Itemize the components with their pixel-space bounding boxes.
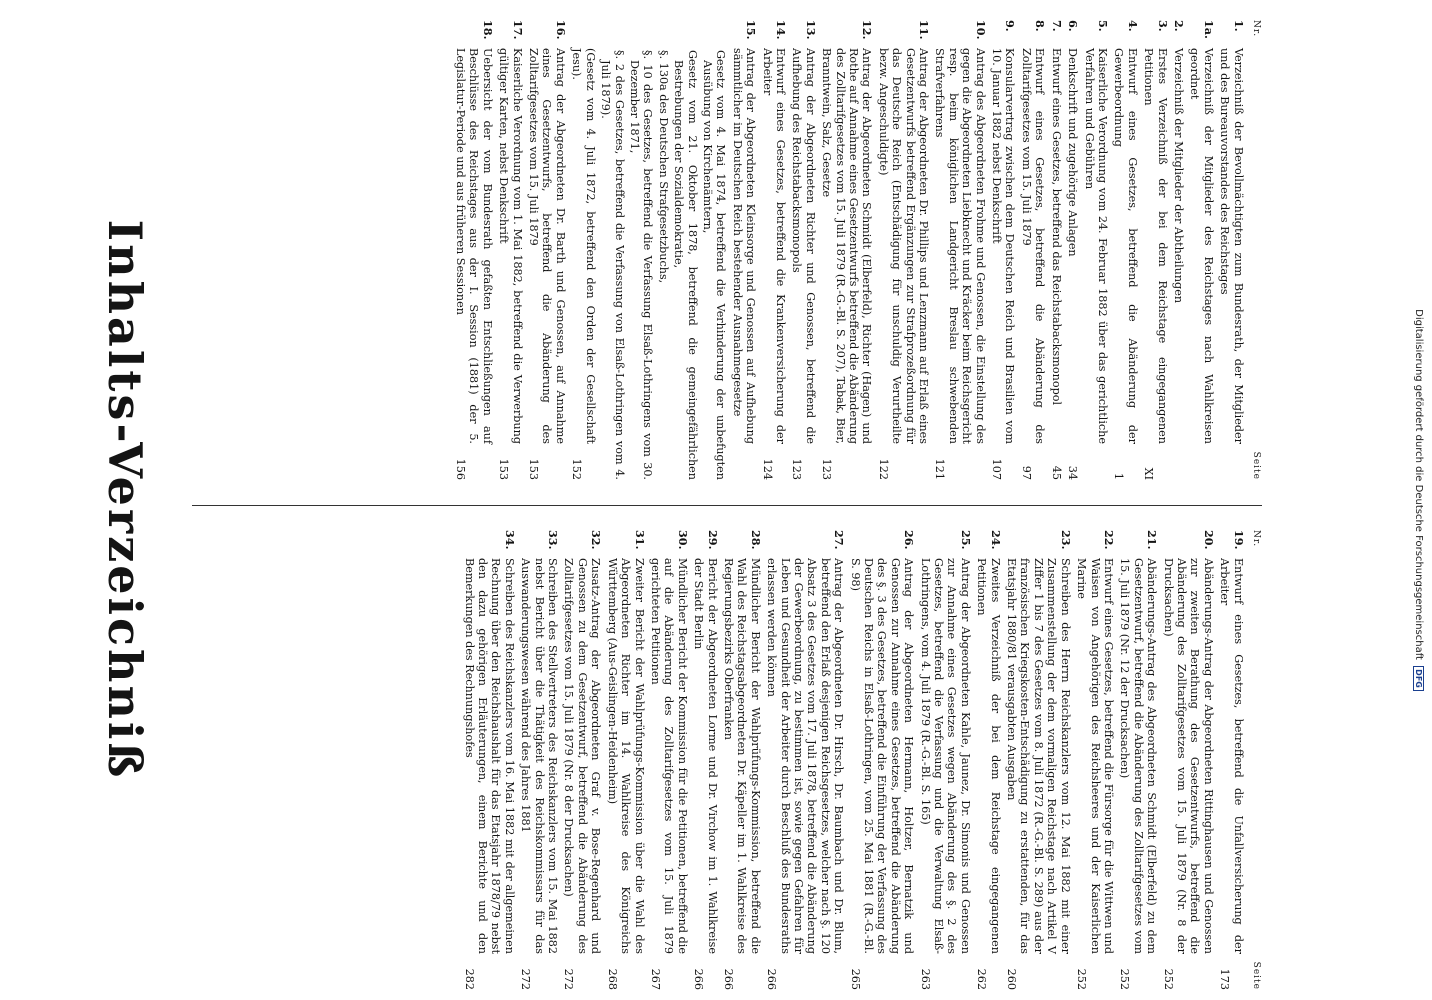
entry-number: 7. [1049, 20, 1064, 32]
entry-number: 6. [1066, 20, 1081, 32]
entry-title: Entwurf eines Gesetzes, betreffend die Krankenversicherung der Arbeiter [760, 48, 787, 444]
entry-title: Antrag der Abgeordneten Schmidt (Elberfeld), Richter (Hagen) und Rothe auf Annahme eines Gesetzentwurfs betreffend die Abänderung des Zolltarifgesetzes vom 15. Juli 1879 (R.-G.-Bl. S. 207), Tabak, Bier, Branntwein, Salz, Gesetze [820, 48, 874, 444]
toc-entry [1218, 530, 1245, 990]
toc-entry [722, 530, 762, 990]
toc-entry [1066, 20, 1079, 480]
entry-page: 252 [1161, 968, 1175, 990]
entry-number: 16. [553, 20, 568, 40]
right-column-header [1249, 530, 1262, 990]
entry-title: Uebersicht der vom Bundesrath gefaßten Entschließungen auf Beschlüsse des Reichstages aus der I. Session (1881) der 5. Legislatur-Periode und aus früheren Sessionen [454, 48, 494, 444]
entry-number: 20. [1201, 530, 1216, 550]
toc-subentry: §. 2 des Gesetzes, betreffend die Verfassung von Elsaß-Lothringen vom 4. Juli 1879). [599, 50, 626, 480]
column-divider [192, 505, 1262, 506]
entry-page: 97 [1019, 465, 1033, 480]
toc-entry [1049, 20, 1062, 480]
toc-entry [1188, 20, 1215, 480]
entry-number: 33. [546, 530, 561, 550]
toc-entry [1172, 20, 1185, 480]
entry-number: 30. [675, 530, 690, 550]
entry-title: Entwurf eines Gesetzes, betreffend die Abänderung des Zolltarifgesetzes vom 15. Juli 1879 [1019, 48, 1047, 444]
toc-entry [820, 20, 874, 480]
entry-page: 156 [454, 458, 468, 480]
entry-title: Antrag der Abgeordneten Dr. Phillips und Lenzmann auf Erlaß eines Gesetzentwurfs betreffend Ergänzungen zur Strafprozeßordnung für das Deutsche Reich (Entschädigung für unschuldig Verurtheilte bezw. Angeschuldigte) [876, 48, 931, 444]
entry-title: Denkschrift und zugehörige Anlagen [1066, 48, 1080, 257]
entry-number: 10. [973, 20, 988, 40]
left-column-header [1249, 20, 1262, 480]
entry-title: Kaiserliche Verordnung vom 24. Februar 1882 über das gerichtliche Verfahren und Gebühren [1082, 48, 1109, 444]
entry-page: 153 [497, 458, 511, 480]
entry-title: Zusatz-Antrag der Abgeordneten Graf v. Bose-Regenhard und Genossen zu dem Gesetzentwurf, betreffend die Abänderung des Zolltarifgesetzes vom 15. Juli 1879 (Nr. 8 der Drucksachen) [562, 558, 603, 954]
entry-number: 1. [1231, 20, 1246, 32]
left-entry-list [454, 20, 1245, 480]
right-entry-list [462, 530, 1244, 990]
entry-title: Antrag der Abgeordneten Richter und Genossen, betreffend die Aufhebung des Reichstabacksmonopols [790, 48, 817, 444]
entry-page: 152 [570, 458, 584, 480]
entry-number: 3. [1155, 20, 1170, 32]
toc-entry [918, 530, 972, 990]
entry-number: 28. [748, 530, 763, 550]
entry-page: 265 [848, 968, 862, 990]
entry-number: 29. [705, 530, 720, 550]
toc-entry [1142, 20, 1169, 480]
entry-page: XI [1142, 467, 1156, 480]
toc-entry [760, 20, 787, 480]
toc-entry [990, 20, 1017, 480]
page-title: Inhalts-Verzeichniß [98, 219, 152, 781]
entry-title: Zweites Verzeichniß der bei dem Reichstage eingegangenen Petitionen [975, 558, 1002, 954]
entry-page: 153 [527, 458, 541, 480]
entry-title: Bericht der Abgeordneten Lorme und Dr. Virchow im 1. Wahlkreise der Stadt Berlin [692, 558, 719, 954]
toc-subentry: §. 10 des Gesetzes, betreffend die Verfassung Elsaß-Lothringens vom 30. Dezember 1871, [627, 50, 655, 480]
entry-title: Entwurf eines Gesetzes, betreffend die Fürsorge für die Wittwen und Waisen von Angehörigen des Reichsheeres und der Kaiserlichen Marine [1075, 558, 1115, 954]
entry-page: 121 [933, 458, 947, 480]
entry-title: Verzeichniß der Mitglieder der Abtheilungen [1171, 48, 1185, 304]
entry-number: 15. [744, 20, 759, 40]
entry-number: 32. [589, 530, 604, 550]
left-column [172, 20, 1262, 480]
entry-title: Antrag der Abgeordneten Dr. Hirsch, Dr. Baumbach und Dr. Blum, betreffend den Erlaß desjenigen Reichsgesetzes, welcher nach §. 120 Absatz 3 des Gesetzes vom 17. Juli 1878, betreffend die Abänderung der Gewerbeordnung, zu bestimmen ist, sowie gegen Gefahren für Leben und Gesundheit der Arbeiter durch Beschluß des Bundesraths erlassen werden können [765, 558, 846, 954]
entry-number: 18. [480, 20, 495, 40]
entry-page: 272 [562, 968, 576, 990]
entry-number: 22. [1101, 530, 1116, 550]
entry-page: 266 [692, 968, 706, 990]
entry-title: Entwurf eines Gesetzes, betreffend das Reichstabacksmonopol [1049, 48, 1063, 406]
toc-entry [730, 20, 757, 480]
entry-number: 21. [1145, 530, 1160, 550]
entry-title: Verzeichniß der Mitglieder des Reichstages nach Wahlkreisen geordnet [1188, 48, 1215, 444]
entry-title: Verzeichniß der Bevollmächtigten zum Bundesrath, der Mitglieder und des Bureauvorstandes des Reichstages [1218, 48, 1245, 444]
toc-entry [1005, 530, 1072, 990]
entry-number: 11. [917, 20, 932, 40]
right-column [172, 530, 1262, 990]
toc-entry [649, 530, 689, 990]
toc-entry [527, 20, 567, 480]
entry-title: Antrag der Abgeordneten Kahle, Jaunez, Dr. Simonis und Genossen zur Annahme eines Gesetzes wegen Abänderung des §. 2 des Gesetzes, betreffend die Verfassung und die Verwaltung Elsaß-Lothringens, vom 4. Juli 1879 (R.-G.-Bl. S. 165) [918, 558, 972, 954]
toc-entry [570, 20, 597, 480]
entry-number: 9. [1003, 20, 1018, 32]
entry-page: 268 [605, 968, 619, 990]
entry-page: 272 [519, 968, 533, 990]
toc-entry [1082, 20, 1109, 480]
toc-entry [1161, 530, 1215, 990]
entry-page: 122 [876, 458, 890, 480]
number-header: Nr. [1251, 20, 1261, 38]
entry-page: 266 [765, 968, 779, 990]
toc-entry [1112, 20, 1139, 480]
entry-page: 252 [1075, 968, 1089, 990]
entry-title: Schreiben des Herrn Reichskanzlers vom 12. Mai 1882 mit einer Zusammenstellung der dem vormaligen Reichstage nach Artikel V Ziffer 1 bis 7 des Gesetzes vom 8. Juli 1872 (R.-G.-Bl. S. 289) aus der französischen Kriegskosten-Entschädigung zu erstattenden, für das Etatsjahr 1880/81 verausgabten Ausgaben [1005, 558, 1072, 954]
toc-subentry: Gesetz vom 21. Oktober 1878, betreffend die gemeingefährlichen Bestrebungen der Sozialdemokratie, [672, 50, 699, 480]
entry-page: 124 [760, 458, 774, 480]
footer-text: Digitalisierung gefördert durch die Deutsche Forschungsgemeinschaft [1413, 309, 1424, 660]
entry-page: 267 [648, 968, 662, 990]
entry-title: Erstes Verzeichniß der bei dem Reichstage eingegangenen Petitionen [1142, 48, 1169, 444]
entry-title: Konsularvertrag zwischen dem Deutschen Reich und Brasilien vom 10. Januar 1882 nebst Denkschrift [990, 48, 1017, 444]
entry-number: 4. [1125, 20, 1140, 32]
entry-page: 260 [1005, 968, 1019, 990]
entry-title: Antrag der Abgeordneten Hermann, Holtzer, Bernatzik und Genossen zur Annahme eines Gesetzes, betreffend die Abänderung des §. 3 des Gesetzes, betreffend die Einführung der Verfassung des Deutschen Reichs in Elsaß-Lothringen, vom 25. Mai 1881 (R.-G.-Bl. S. 98) [848, 558, 916, 954]
toc-entry [519, 530, 559, 990]
entry-number: 31. [632, 530, 647, 550]
entry-number: 26. [902, 530, 917, 550]
entry-number: 27. [832, 530, 847, 550]
entry-number: 24. [988, 530, 1003, 550]
entry-number: 1a. [1201, 20, 1216, 39]
entry-number: 2. [1171, 20, 1186, 32]
toc-entry [605, 530, 645, 990]
entry-page: 107 [990, 458, 1004, 480]
toc-entry [497, 20, 524, 480]
entry-title: (Gesetz vom 4. Juli 1872, betreffend den Orden der Gesellschaft Jesu). [570, 48, 597, 444]
dfg-logo: DFG [1413, 666, 1424, 691]
entry-title: Entwurf eines Gesetzes, betreffend die Abänderung der Gewerbeordnung [1112, 48, 1139, 444]
page-header: Seite [1251, 451, 1261, 480]
entry-number: 17. [510, 20, 525, 40]
entry-number: 25. [958, 530, 973, 550]
toc-entry [692, 530, 719, 990]
entry-title: Mündlicher Bericht der Wahlprüfungs-Kommission, betreffend die Wahl des Reichstagsabgeordneten Dr. Käpeller im 1. Wahlkreise des Regierungsbezirks Oberfranken [721, 558, 762, 954]
entry-number: 34. [502, 530, 517, 550]
entry-number: 8. [1033, 20, 1048, 32]
entry-page: 282 [462, 968, 476, 990]
page-header: Seite [1251, 961, 1261, 990]
entry-title: Antrag der Abgeordneten Dr. Barth und Genossen, auf Annahme eines Gesetzentwurfs, betreffend die Abänderung des Zolltarifgesetzes vom 15. Juli 1879 [527, 48, 567, 444]
entry-number: 12. [860, 20, 875, 40]
toc-entry [562, 530, 602, 990]
toc-entry [1118, 530, 1158, 990]
entry-page: 123 [790, 458, 804, 480]
entry-number: 14. [774, 20, 788, 40]
entry-page: 1 [1112, 472, 1126, 480]
entry-title: Mündlicher Bericht der Kommission für die Petitionen, betreffend die auf die Abänderung des Zolltarifgesetzes vom 15. Juli 1879 gerichteten Petitionen [648, 558, 689, 954]
entry-page: 34 [1066, 465, 1080, 480]
entry-page: 173 [1218, 968, 1232, 990]
entry-page: 262 [975, 968, 989, 990]
entry-number: 5. [1095, 20, 1110, 32]
entry-title: Schreiben des Stellvertreters des Reichskanzlers vom 15. Mai 1882 nebst Bericht über die Thätigkeit des Reichskommissars für das Auswanderungswesen während des Jahres 1881 [519, 558, 560, 954]
toc-entry [1020, 20, 1047, 480]
entry-page: 45 [1049, 465, 1063, 480]
toc-entry [765, 530, 845, 990]
entry-number: 13. [803, 20, 818, 40]
entry-number: 19. [1231, 530, 1246, 550]
number-header: Nr. [1251, 530, 1261, 548]
toc-subentry: Gesetz vom 4. Mai 1874, betreffend die Verhinderung der unbefugten Ausübung von Kirchenämtern, [700, 50, 728, 480]
entry-title: Entwurf eines Gesetzes, betreffend die Unfallversicherung der Arbeiter [1218, 558, 1245, 954]
toc-entry [462, 530, 516, 990]
entry-title: Schreiben des Reichskanzlers vom 16. Mai 1882 mit der allgemeinen Rechnung über den Reichshaushalt für das Etatsjahr 1878/79 nebst den dazu gehörigen Erläuterungen, einem Berichte und den Bemerkungen des Rechnungshofes [462, 558, 516, 954]
entry-title: Abänderungs-Antrag der Abgeordneten Rittinghausen und Genossen zur zweiten Berathung des Gesetzentwurfs, betreffend die Abänderung des Zolltarifgesetzes vom 15. Juli 1879 (Nr. 8 der Drucksachen) [1161, 558, 1215, 954]
toc-entry [848, 530, 915, 990]
toc-entry [1075, 530, 1115, 990]
toc-entry [790, 20, 817, 480]
toc-entry [454, 20, 494, 480]
toc-entry [876, 20, 930, 480]
toc-entry [1218, 20, 1245, 480]
toc-entry [975, 530, 1002, 990]
toc-entry [933, 20, 987, 480]
entry-page: 252 [1118, 968, 1132, 990]
toc-subentry: §. 130a des Deutschen Strafgesetzbuchs, [656, 50, 670, 284]
entry-title: Zweiter Bericht der Wahlprüfungs-Kommission über die Wahl des Abgeordneten Richter im 14. Wahlkreise des Königreichs Württemberg (Aus-Geislingen-Heidenheim) [605, 558, 646, 954]
entry-page: 263 [918, 968, 932, 990]
entry-number: 23. [1058, 530, 1073, 550]
entry-page: 123 [820, 458, 834, 480]
entry-title: Antrag des Abgeordneten Frohme und Genossen, die Einstellung des gegen die Abgeordneten Liebknecht und Kräcker beim Reichsgericht resp. beim königlichen Landgericht Breslau schwebenden Strafverfahrens [933, 48, 987, 444]
digitization-footer [1413, 0, 1424, 1000]
entry-page: 266 [721, 968, 735, 990]
entry-title: Kaiserliche Verordnung vom 1. Mai 1882, betreffend die Verwerbung gültiger Karten, nebst Denkschrift [497, 48, 524, 444]
entry-title: Antrag der Abgeordneten Kleinsorge und Genossen auf Aufhebung sämmtlicher im Deutschen Reich bestehender Ausnahmegesetze [730, 48, 758, 444]
entry-title: Abänderungs-Antrag des Abgeordneten Schmidt (Elberfeld) zu dem Gesetzentwurf, betreffend die Abänderung des Zolltarifgesetzes vom 15. Juli 1879 (Nr. 12 der Drucksachen) [1118, 558, 1159, 954]
